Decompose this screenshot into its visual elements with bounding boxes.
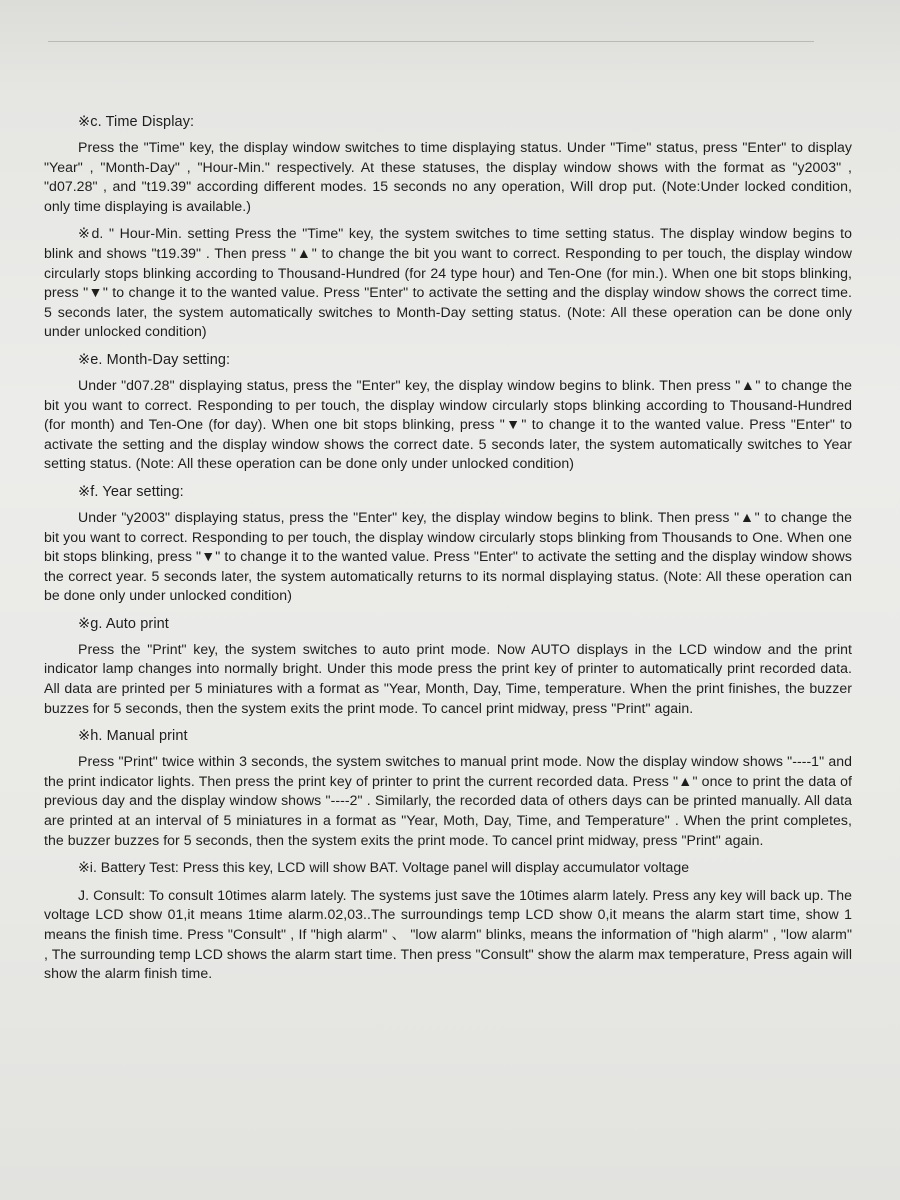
- section-heading: ※e. Month-Day setting:: [78, 351, 231, 368]
- section-heading: ※c. Time Display:: [78, 114, 195, 130]
- section-consult: [44, 886, 852, 984]
- section-paragraph: ※d. " Hour-Min. setting Press the "Time" key, the system switches to time setting status. The display window begins to blink and shows "t19.39" . Then press "▲" to change the bit you want to correct. Responding to per touch, the display window circularly stops blinking according to Thousand-Hundred (for 24 type hour) and Ten-One (for min.). When one bit stops blinking, press "▼" to change it to the wanted value. Press "Enter" to activate the setting and the display window shows the correct time. 5 seconds later, the system automatically switches to Month-Day setting status. (Note: All these operation can be done only under unlocked condition): [44, 225, 852, 340]
- section-year-setting: [44, 482, 852, 606]
- section-paragraph: Press the "Print" key, the system switches to auto print mode. Now AUTO displays in the LCD window and the print indicator lamp changes into normally bright. Under this mode press the print key of printer to automatically print recorded data. All data are printed per 5 miniatures with a format as "Year, Month, Day, Time, temperature. When the print finishes, the buzzer buzzes for 5 seconds, then the system exits the print mode. To cancel print midway, press "Print" again.: [44, 640, 852, 716]
- section-heading: ※h. Manual print: [78, 728, 188, 745]
- section-time-display: [44, 112, 852, 216]
- section-paragraph: Under "y2003" displaying status, press the "Enter" key, the display window begins to blink. Then press "▲" to change the bit you want to correct. Responding to per touch, the display window circularly stops blinking from Thousands to One. When one bit stops blinking, press "▼" to change it to the wanted value. Press "Enter" to activate the setting and the display window shows the correct year. 5 seconds later, the system automatically returns to its normal displaying status. (Note: All these operation can be done only under unlocked condition): [44, 508, 852, 604]
- top-divider: [48, 41, 814, 42]
- section-paragraph: Press "Print" twice within 3 seconds, the system switches to manual print mode. Now the display window shows "----1" and the print indicator lights. Then press the print key of printer to print the current recorded data. Press "▲" once to print the data of previous day and the display window shows "----2" . Similarly, the recorded data of others days can be printed manually. All data are printed at an interval of 5 miniatures in a format as "Year, Moth, Day, Time, and Temperature" . When the print completes, the buzzer buzzes for 5 seconds, then the system exits the print mode. To cancel print midway, press "Print" again.: [44, 753, 852, 848]
- section-hour-min-setting: [44, 224, 852, 342]
- section-heading: ※f. Year setting:: [78, 483, 184, 500]
- section-battery-test: [44, 858, 852, 878]
- section-manual-print: [44, 726, 852, 850]
- section-paragraph: Under "d07.28" displaying status, press the "Enter" key, the display window begins to blink. Then press "▲" to change the bit you want to correct. Responding to per touch, the display window circularly stops blinking according to Thousand-Hundred (for month) and Ten-One (for day). When one bit stops blinking, press "▼" to change it to the wanted value. Press "Enter" to activate the setting and the display window shows the correct date. 5 seconds later, the system automatically switches to Year setting status. (Note: All these operation can be done only under unlocked condition): [44, 376, 852, 472]
- section-month-day-setting: [44, 350, 852, 474]
- section-paragraph: ※i. Battery Test: Press this key, LCD will show BAT. Voltage panel will display accumulator voltage: [78, 859, 690, 876]
- section-paragraph: Press the "Time" key, the display window switches to time displaying status. Under "Time" status, press "Enter" to display "Year" , "Month-Day" , "Hour-Min." respectively. At these statuses, the display window shows with the format as "y2003" , "d07.28" , and "t19.39" according different modes. 15 seconds no any operation, Will drop put. (Note:Under locked condition, only time displaying is available.): [44, 139, 852, 214]
- manual-content: [44, 112, 852, 992]
- section-paragraph: J. Consult: To consult 10times alarm lately. The systems just save the 10times alarm lately. Press any key will back up. The voltage LCD show 01,it means 1time alarm.02,03..The surroundings temp LCD show 0,it means the alarm start time, show 1 means the finish time. Press "Consult" , If "high alarm" 、 "low alarm" blinks, means the information of "high alarm" , "low alarm" , The surrounding temp LCD shows the alarm start time. Then press "Consult" show the alarm max temperature, Press again will show the alarm finish time.: [44, 886, 852, 982]
- section-auto-print: [44, 614, 852, 718]
- section-heading: ※g. Auto print: [78, 615, 169, 632]
